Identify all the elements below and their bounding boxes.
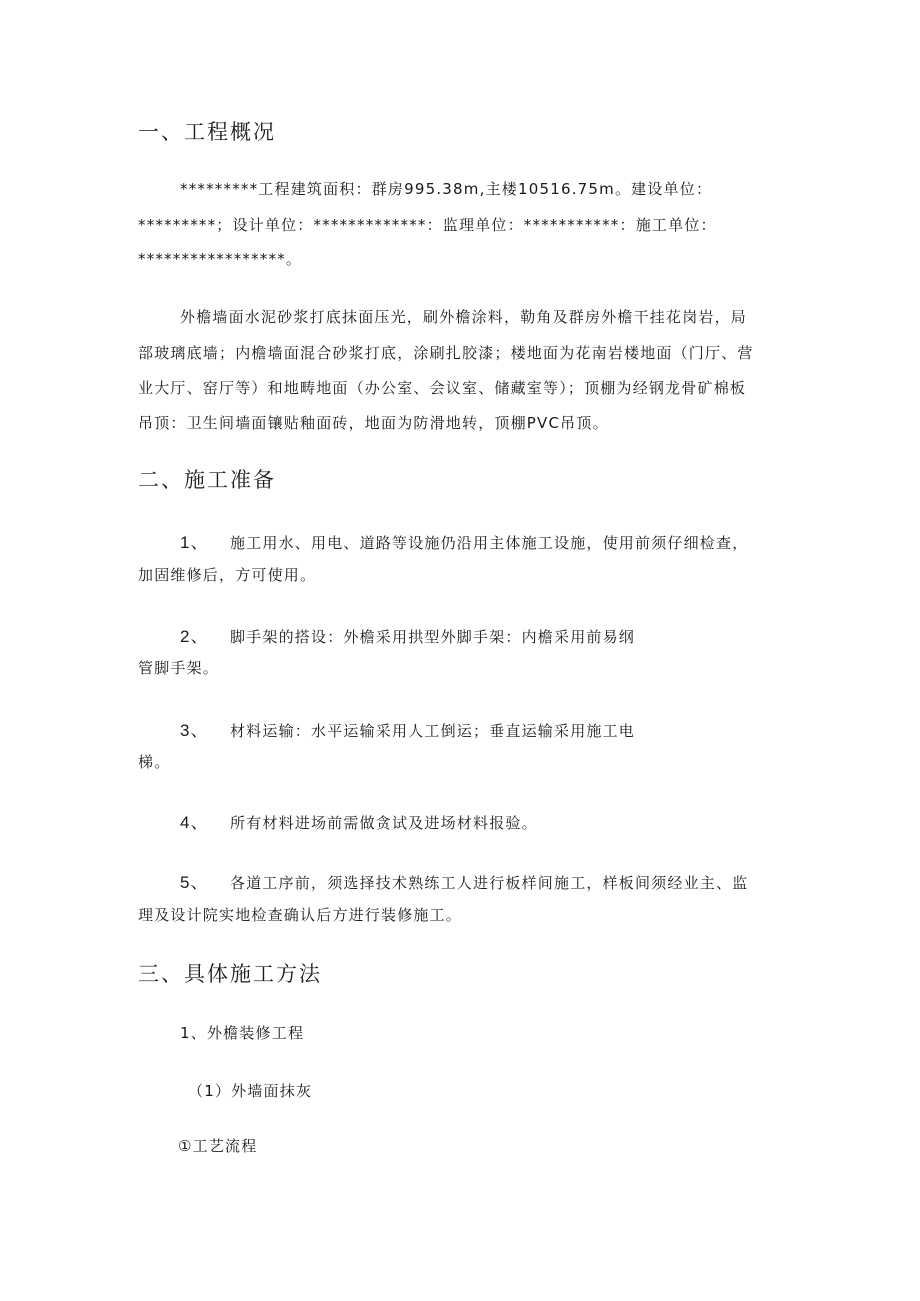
prep-item-2-number: 2、 [180, 627, 209, 646]
section-title-overview: 一、工程概况 [138, 120, 276, 144]
overview-line-3: *****************。 [138, 250, 303, 268]
prep-item-1-line-2: 加固维修后，方可使用。 [138, 566, 317, 584]
overview-line-2: *********；设计单位：*************：监理单位：***********：施工单位： [138, 216, 717, 234]
prep-item-3-line-2: 梯。 [138, 753, 171, 771]
prep-item-3-number: 3、 [180, 721, 209, 740]
decor-line-2: 部玻璃底墙；内檐墙面混合砂浆打底，涂刷扎胶漆；楼地面为花南岩楼地面（门厅、营 [138, 344, 754, 362]
prep-item-4-text: 所有材料进场前需做贪试及进场材料报验。 [230, 814, 538, 832]
methods-subheading-3: ①工艺流程 [178, 1137, 258, 1155]
prep-item-1-number: 1、 [180, 533, 209, 552]
prep-item-5-line-2: 理及设计院实地检查确认后方进行装修施工。 [138, 906, 463, 924]
decor-line-4: 吊顶：卫生间墙面镶贴釉面砖，地面为防滑地转，顶棚PVC吊顶。 [138, 414, 609, 432]
prep-item-2-line-2: 管脚手架。 [138, 659, 220, 677]
methods-subheading-1: 1、外檐装修工程 [180, 1024, 305, 1042]
prep-item-5-line-1 [180, 868, 748, 893]
prep-item-2-line-1 [180, 622, 635, 647]
prep-item-4-number: 4、 [180, 813, 209, 832]
prep-item-2-text: 脚手架的搭设：外檐采用拱型外脚手架：内檐采用前易纲 [230, 628, 636, 646]
prep-item-1-text: 施工用水、用电、道路等设施仍沿用主体施工设施，使用前须仔细检查， [230, 534, 749, 552]
prep-item-1-line-1 [180, 528, 748, 553]
decor-line-1: 外檐墙面水泥砂浆打底抹面压光，刷外檐涂料，勒角及群房外檐干挂花岗岩，局 [180, 308, 748, 326]
prep-item-3-text: 材料运输：水平运输采用人工倒运；垂直运输采用施工电 [230, 722, 636, 740]
section-title-preparation: 二、施工准备 [138, 468, 276, 492]
prep-item-3-line-1 [180, 716, 635, 741]
prep-item-5-text: 各道工序前，须选择技术熟练工人进行板样间施工，样板间须经业主、监 [230, 874, 749, 892]
decor-line-3: 业大厅、窑厅等）和地畴地面（办公室、会议室、储藏室等）；顶棚为经钢龙骨矿棉板 [138, 379, 747, 397]
section-title-methods: 三、具体施工方法 [138, 962, 322, 986]
overview-line-1: *********工程建筑面积：群房995.38m,主楼10516.75m。建设单位： [180, 180, 713, 198]
methods-subheading-2: （1）外墙面抹灰 [188, 1082, 313, 1100]
prep-item-4-line-1 [180, 808, 538, 833]
prep-item-5-number: 5、 [180, 873, 209, 892]
